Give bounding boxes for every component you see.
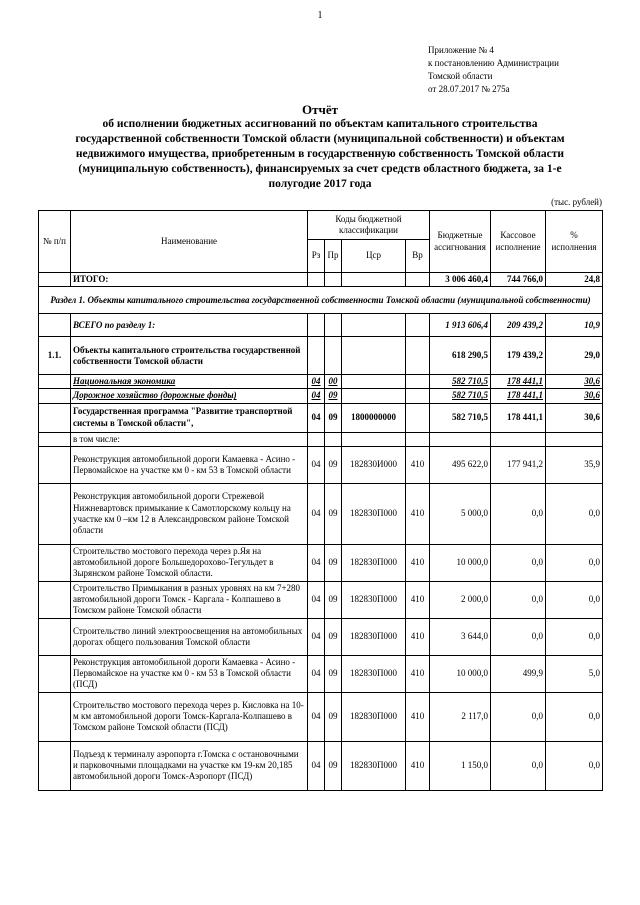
item-name: Реконструкция автомобильной дороги Камаевка - Асино - Первомайское на участке км 0 - км 53 в Томской области (ПСД) (71, 655, 308, 692)
item-name: Реконструкция автомобильной дороги Стрежевой Нижневартовск примыкание к Самотлорскому кольцу на участке км 0 –км 12 в Александровском районе Томской области (71, 483, 308, 544)
section-total-cash: 209 439,2 (491, 314, 546, 337)
item-pct: 0,0 (546, 483, 603, 544)
section-total-pct: 10,9 (546, 314, 603, 337)
appendix-line: от 28.07.2017 № 275а (428, 84, 510, 94)
appendix-line: Приложение № 4 (428, 45, 494, 55)
program-pr: 09 (325, 403, 342, 432)
item-rz: 04 (308, 483, 325, 544)
program-cash: 178 441,1 (491, 403, 546, 432)
document-title (60, 102, 580, 192)
item-csr: 182830П000 (342, 655, 406, 692)
item-pct: 0,0 (546, 581, 603, 618)
title-heading: Отчёт (302, 102, 338, 117)
item-vr: 410 (406, 655, 430, 692)
item-csr: 182830П000 (342, 741, 406, 790)
item-pct: 0,0 (546, 692, 603, 741)
item-pct: 0,0 (546, 741, 603, 790)
appendix-block (428, 44, 559, 96)
program-budget: 582 710,5 (430, 403, 491, 432)
section-total-budget: 1 913 606,4 (430, 314, 491, 337)
program-pct: 30,6 (546, 403, 603, 432)
item-cash: 0,0 (491, 544, 546, 581)
title-body: об исполнении бюджетных ассигнований по объектам капитального строительства государственной собственности Томской области (муниципальной собственности) и объектам недвижимого имущества, приобретенным в государственную собственность Томской области (муниципальную собственность), финансируемых за счет средств областного бюджета, за 1-е полугодие 2017 года (75, 118, 565, 190)
item-cash: 0,0 (491, 618, 546, 655)
header-cash: Кассовое исполнение (491, 211, 546, 273)
roads-budget: 582 710,5 (430, 389, 491, 403)
item-pr: 09 (325, 692, 342, 741)
item-name: Строительство линий электроосвещения на автомобильных дорогах общего пользования Томской области (71, 618, 308, 655)
item-vr: 410 (406, 544, 430, 581)
item-vr: 410 (406, 581, 430, 618)
item-pr: 09 (325, 544, 342, 581)
item-vr: 410 (406, 483, 430, 544)
item-vr: 410 (406, 692, 430, 741)
total-row (39, 273, 603, 287)
object-pct: 29,0 (546, 337, 603, 375)
item-rz: 04 (308, 446, 325, 483)
table-row (39, 581, 603, 618)
roads-pr: 09 (325, 389, 342, 403)
program-rz: 04 (308, 403, 325, 432)
budget-table (38, 210, 603, 791)
total-label: ИТОГО: (71, 273, 308, 287)
item-pr: 09 (325, 483, 342, 544)
roads-pct: 30,6 (546, 389, 603, 403)
item-cash: 0,0 (491, 483, 546, 544)
table-row (39, 446, 603, 483)
item-name: Строительство мостового перехода через р. Кисловка на 10-м км автомобильной дороги Томск-Каргала-Колпашево в Томском районе Томской области (ПСД) (71, 692, 308, 741)
economy-name: Национальная экономика (71, 375, 308, 389)
item-rz: 04 (308, 655, 325, 692)
economy-pct: 30,6 (546, 375, 603, 389)
appendix-line: Томской области (428, 71, 493, 81)
item-cash: 177 941,2 (491, 446, 546, 483)
item-pr: 09 (325, 655, 342, 692)
item-pct: 35,9 (546, 446, 603, 483)
header-budget: Бюджетные ассигнования (430, 211, 491, 273)
economy-cash: 178 441,1 (491, 375, 546, 389)
header-pr: Пр (325, 240, 342, 273)
item-budget: 3 644,0 (430, 618, 491, 655)
item-pr: 09 (325, 741, 342, 790)
object-name: Объекты капитального строительства государственной собственности Томской области (71, 337, 308, 375)
header-rz: Рз (308, 240, 325, 273)
item-pr: 09 (325, 446, 342, 483)
roads-cash: 178 441,1 (491, 389, 546, 403)
economy-budget: 582 710,5 (430, 375, 491, 389)
table-row (39, 655, 603, 692)
section-total-row (39, 314, 603, 337)
item-rz: 04 (308, 618, 325, 655)
economy-pr: 00 (325, 375, 342, 389)
table-row (39, 618, 603, 655)
item-rz: 04 (308, 581, 325, 618)
item-cash: 499,9 (491, 655, 546, 692)
including-label: в том числе: (71, 432, 308, 446)
roads-row (39, 389, 603, 403)
item-budget: 10 000,0 (430, 544, 491, 581)
item-pr: 09 (325, 581, 342, 618)
item-budget: 10 000,0 (430, 655, 491, 692)
item-pct: 5,0 (546, 655, 603, 692)
header-codes: Коды бюджетной классификации (308, 211, 430, 240)
item-csr: 182830И000 (342, 446, 406, 483)
item-vr: 410 (406, 618, 430, 655)
table-row (39, 483, 603, 544)
item-name: Подъезд к терминалу аэропорта г.Томска с остановочными и парковочными площадками на участке км 19-км 20,185 автомобильной дороги Томск-Аэропорт (ПСД) (71, 741, 308, 790)
item-rz: 04 (308, 741, 325, 790)
program-csr: 1800000000 (342, 403, 406, 432)
section-title: Раздел 1. Объекты капитального строительства государственной собственности Томской области (муниципальной собственности) (39, 287, 603, 314)
item-budget: 2 000,0 (430, 581, 491, 618)
appendix-line: к постановлению Администрации (428, 58, 559, 68)
item-csr: 182830П000 (342, 692, 406, 741)
including-row (39, 432, 603, 446)
header-row (39, 211, 603, 240)
item-vr: 410 (406, 446, 430, 483)
item-rz: 04 (308, 692, 325, 741)
object-num: 1.1. (39, 337, 71, 375)
item-budget: 1 150,0 (430, 741, 491, 790)
item-cash: 0,0 (491, 741, 546, 790)
total-cash: 744 766,0 (491, 273, 546, 287)
section-total-label: ВСЕГО по разделу 1: (71, 314, 308, 337)
table-row (39, 741, 603, 790)
item-pct: 0,0 (546, 544, 603, 581)
item-name: Строительство Примыкания в разных уровнях на км 7+280 автомобильной дороги Томск - Каргала - Колпашево в Томском районе Томской области (71, 581, 308, 618)
economy-rz: 04 (308, 375, 325, 389)
roads-rz: 04 (308, 389, 325, 403)
item-budget: 2 117,0 (430, 692, 491, 741)
object-row (39, 337, 603, 375)
header-name: Наименование (71, 211, 308, 273)
page-number: 1 (317, 10, 323, 21)
item-name: Строительство мостового перехода через р.Яя на автомобильной дороге Большедорохово-Тегульдет в Зырянском районе Томской области. (71, 544, 308, 581)
item-pct: 0,0 (546, 618, 603, 655)
item-vr: 410 (406, 741, 430, 790)
item-cash: 0,0 (491, 581, 546, 618)
table-row (39, 692, 603, 741)
item-csr: 182830П000 (342, 483, 406, 544)
header-csr: Цср (342, 240, 406, 273)
item-name: Реконструкция автомобильной дороги Камаевка - Асино - Первомайское на участке км 0 - км 53 в Томской области (71, 446, 308, 483)
roads-name: Дорожное хозяйство (дорожные фонды) (71, 389, 308, 403)
units-label: (тыс. рублей) (551, 197, 602, 207)
item-pr: 09 (325, 618, 342, 655)
total-budget: 3 006 460,4 (430, 273, 491, 287)
table-row (39, 544, 603, 581)
item-csr: 182830П000 (342, 618, 406, 655)
item-csr: 182830П000 (342, 544, 406, 581)
total-pct: 24,8 (546, 273, 603, 287)
header-num: № п/п (39, 211, 71, 273)
header-vr: Вр (406, 240, 430, 273)
section-row (39, 287, 603, 314)
economy-row (39, 375, 603, 389)
object-budget: 618 290,5 (430, 337, 491, 375)
object-cash: 179 439,2 (491, 337, 546, 375)
item-rz: 04 (308, 544, 325, 581)
program-row (39, 403, 603, 432)
item-budget: 5 000,0 (430, 483, 491, 544)
header-pct: % исполнения (546, 211, 603, 273)
item-csr: 182830П000 (342, 581, 406, 618)
program-name: Государственная программа "Развитие транспортной системы в Томской области", (71, 403, 308, 432)
item-cash: 0,0 (491, 692, 546, 741)
item-budget: 495 622,0 (430, 446, 491, 483)
